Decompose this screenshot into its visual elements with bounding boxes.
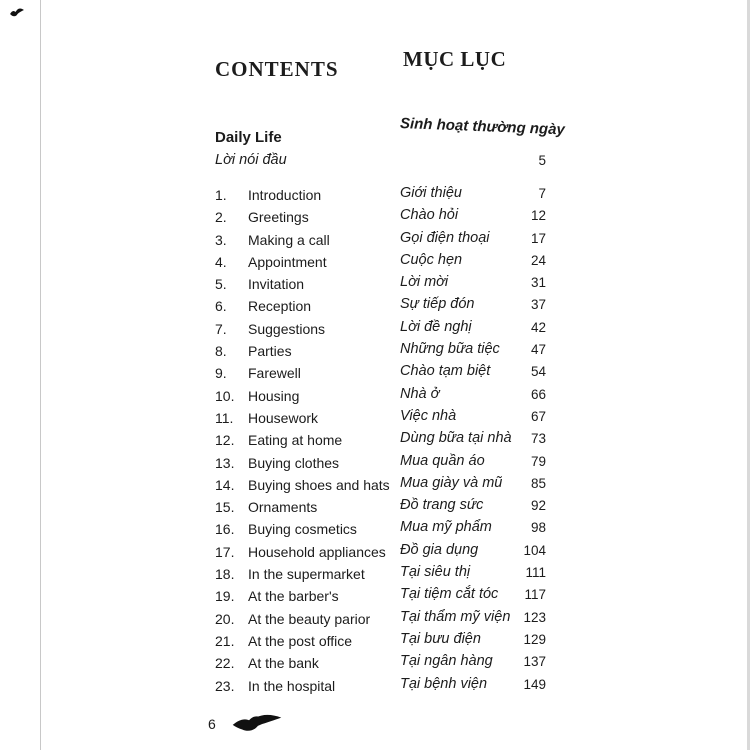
toc-entry-english: Appointment <box>248 253 327 270</box>
toc-entry-number: 7. <box>215 320 227 337</box>
toc-entry-english: Farewell <box>248 365 301 382</box>
toc-entry-page: 123 <box>523 609 546 625</box>
toc-entry-english: Ornaments <box>248 499 318 516</box>
toc-entry-number: 11. <box>215 409 234 426</box>
toc-entry-english: At the barber's <box>248 588 339 605</box>
toc-row <box>215 566 575 588</box>
toc-entry-english: Housework <box>248 409 319 426</box>
toc-entry-vietnamese: Chào tạm biệt <box>400 363 491 380</box>
toc-entry-page: 24 <box>530 252 546 268</box>
toc-entry-english: Reception <box>248 298 312 315</box>
toc-entry-english: At the beauty parior <box>248 610 371 627</box>
toc-entry-vietnamese: Sự tiếp đón <box>400 296 475 313</box>
toc-entry-number: 12. <box>215 432 235 449</box>
toc-entry-vietnamese: Mua giày và mũ <box>400 474 503 491</box>
toc-entry-english: Eating at home <box>248 432 343 449</box>
toc-row <box>215 588 575 610</box>
toc-row <box>215 298 575 320</box>
toc-entry-vietnamese: Đồ trang sức <box>400 497 484 514</box>
toc-entry-vietnamese: Giới thiệu <box>400 185 462 201</box>
section-heading-english: Daily Life <box>215 129 282 146</box>
toc-entry-vietnamese: Tại ngân hàng <box>400 653 493 670</box>
muc-luc-title: MỤC LỤC <box>403 47 507 71</box>
toc-entry-number: 16. <box>215 521 235 538</box>
toc-entry-number: 13. <box>215 454 235 471</box>
toc-entry-english: Invitation <box>248 276 305 293</box>
toc-row <box>215 608 575 633</box>
toc-entry-number: 20. <box>215 610 235 627</box>
preface-page-number: 5 <box>538 153 546 168</box>
footer-bird-icon <box>231 713 283 735</box>
toc-entry-page: 79 <box>530 453 546 469</box>
toc-entry-vietnamese: Dùng bữa tại nhà <box>400 430 512 447</box>
toc-entry-number: 17. <box>215 543 235 560</box>
toc-entry-vietnamese: Những bữa tiệc <box>400 341 500 358</box>
toc-entry-vietnamese: Mua quần áo <box>400 452 485 469</box>
toc-row <box>215 541 575 566</box>
toc-row <box>215 187 575 209</box>
toc-entry-number: 1. <box>215 187 227 203</box>
toc-entry-number: 18. <box>215 566 235 583</box>
toc-entry-vietnamese: Tại bưu điện <box>400 630 481 647</box>
toc-entry-number: 19. <box>215 588 235 605</box>
toc-entry-page: 66 <box>530 386 546 402</box>
toc-entry-number: 22. <box>215 655 235 672</box>
toc-row <box>215 499 575 521</box>
toc-entry-vietnamese: Lời mời <box>400 274 449 291</box>
toc-entry-page: 67 <box>530 408 546 424</box>
toc-entry-english: Buying shoes and hats <box>248 476 390 493</box>
toc-entry-page: 7 <box>538 186 546 201</box>
toc-entry-page: 17 <box>530 230 546 246</box>
toc-entry-number: 10. <box>215 387 235 404</box>
toc-entry-vietnamese: Gọi điện thoại <box>400 229 490 246</box>
toc-entry-page: 111 <box>525 565 546 581</box>
toc-entry-number: 5. <box>215 276 227 293</box>
toc-list <box>215 187 575 700</box>
toc-entry-vietnamese: Lời đề nghị <box>400 318 472 335</box>
toc-entry-number: 2. <box>215 209 227 226</box>
toc-entry-page: 117 <box>524 587 546 603</box>
section-heading-vietnamese: Sinh hoạt thường ngày <box>399 115 566 139</box>
toc-row <box>215 521 575 543</box>
toc-entry-vietnamese: Tại siêu thị <box>400 564 471 581</box>
toc-entry-number: 8. <box>215 343 227 360</box>
toc-entry-english: In the supermarket <box>248 566 365 583</box>
toc-entry-vietnamese: Nhà ở <box>400 385 440 402</box>
toc-entry-number: 9. <box>215 365 227 382</box>
toc-entry-number: 6. <box>215 298 227 315</box>
toc-entry-page: 42 <box>530 319 546 335</box>
toc-entry-page: 129 <box>523 631 546 647</box>
contents-title: CONTENTS <box>215 57 339 81</box>
toc-row <box>215 407 575 432</box>
toc-entry-vietnamese: Tại thẩm mỹ viện <box>400 608 511 625</box>
toc-row <box>215 675 575 700</box>
toc-entry-english: At the post office <box>248 632 353 649</box>
toc-row <box>215 385 575 410</box>
toc-row <box>215 276 575 298</box>
scan-edge-left <box>40 0 41 750</box>
toc-entry-page: 92 <box>530 498 546 514</box>
toc-entry-page: 137 <box>523 654 546 670</box>
toc-entry-number: 21. <box>215 632 235 649</box>
toc-row <box>215 318 575 343</box>
toc-entry-vietnamese: Đồ gia dụng <box>400 541 479 558</box>
toc-row <box>215 343 575 365</box>
toc-entry-page: 12 <box>530 208 546 224</box>
toc-entry-english: Introduction <box>248 187 322 203</box>
footer-page-number: 6 <box>208 716 216 732</box>
toc-entry-number: 23. <box>215 677 235 694</box>
toc-entry-english: Making a call <box>248 231 330 248</box>
toc-row <box>215 452 575 477</box>
toc-entry-page: 54 <box>530 364 546 380</box>
toc-entry-page: 104 <box>523 542 546 558</box>
corner-bird-icon <box>9 6 25 18</box>
toc-entry-page: 31 <box>530 275 546 291</box>
toc-entry-number: 3. <box>215 231 227 248</box>
toc-entry-number: 15. <box>215 499 235 516</box>
toc-entry-page: 47 <box>530 342 546 358</box>
toc-entry-vietnamese: Việc nhà <box>400 407 457 424</box>
toc-entry-english: In the hospital <box>248 677 336 694</box>
toc-entry-vietnamese: Cuộc hẹn <box>400 251 463 268</box>
toc-entry-english: Suggestions <box>248 320 326 337</box>
toc-entry-english: Buying clothes <box>248 454 340 471</box>
toc-entry-english: Household appliances <box>248 543 386 560</box>
toc-entry-vietnamese: Chào hỏi <box>400 207 459 224</box>
toc-entry-number: 14. <box>215 476 235 493</box>
toc-entry-page: 85 <box>530 475 546 491</box>
toc-entry-vietnamese: Tại bệnh viện <box>400 675 488 692</box>
toc-row <box>215 209 575 231</box>
toc-row <box>215 365 575 387</box>
toc-row <box>215 251 575 276</box>
toc-row <box>215 229 575 254</box>
toc-entry-english: Housing <box>248 387 300 404</box>
toc-entry-page: 37 <box>530 297 546 313</box>
toc-entry-vietnamese: Tại tiệm cắt tóc <box>400 586 499 603</box>
toc-row <box>215 630 575 655</box>
preface-label: Lời nói đầu <box>215 152 287 168</box>
toc-entry-english: At the bank <box>248 655 319 672</box>
toc-entry-english: Greetings <box>248 209 309 226</box>
toc-entry-page: 98 <box>530 520 546 536</box>
toc-entry-number: 4. <box>215 253 227 270</box>
toc-entry-english: Buying cosmetics <box>248 521 357 538</box>
toc-entry-english: Parties <box>248 343 292 360</box>
toc-entry-page: 149 <box>523 676 546 692</box>
toc-entry-vietnamese: Mua mỹ phẩm <box>400 519 492 536</box>
toc-row <box>215 474 575 499</box>
toc-row <box>215 432 575 454</box>
toc-entry-page: 73 <box>530 431 546 447</box>
toc-row <box>215 655 575 677</box>
